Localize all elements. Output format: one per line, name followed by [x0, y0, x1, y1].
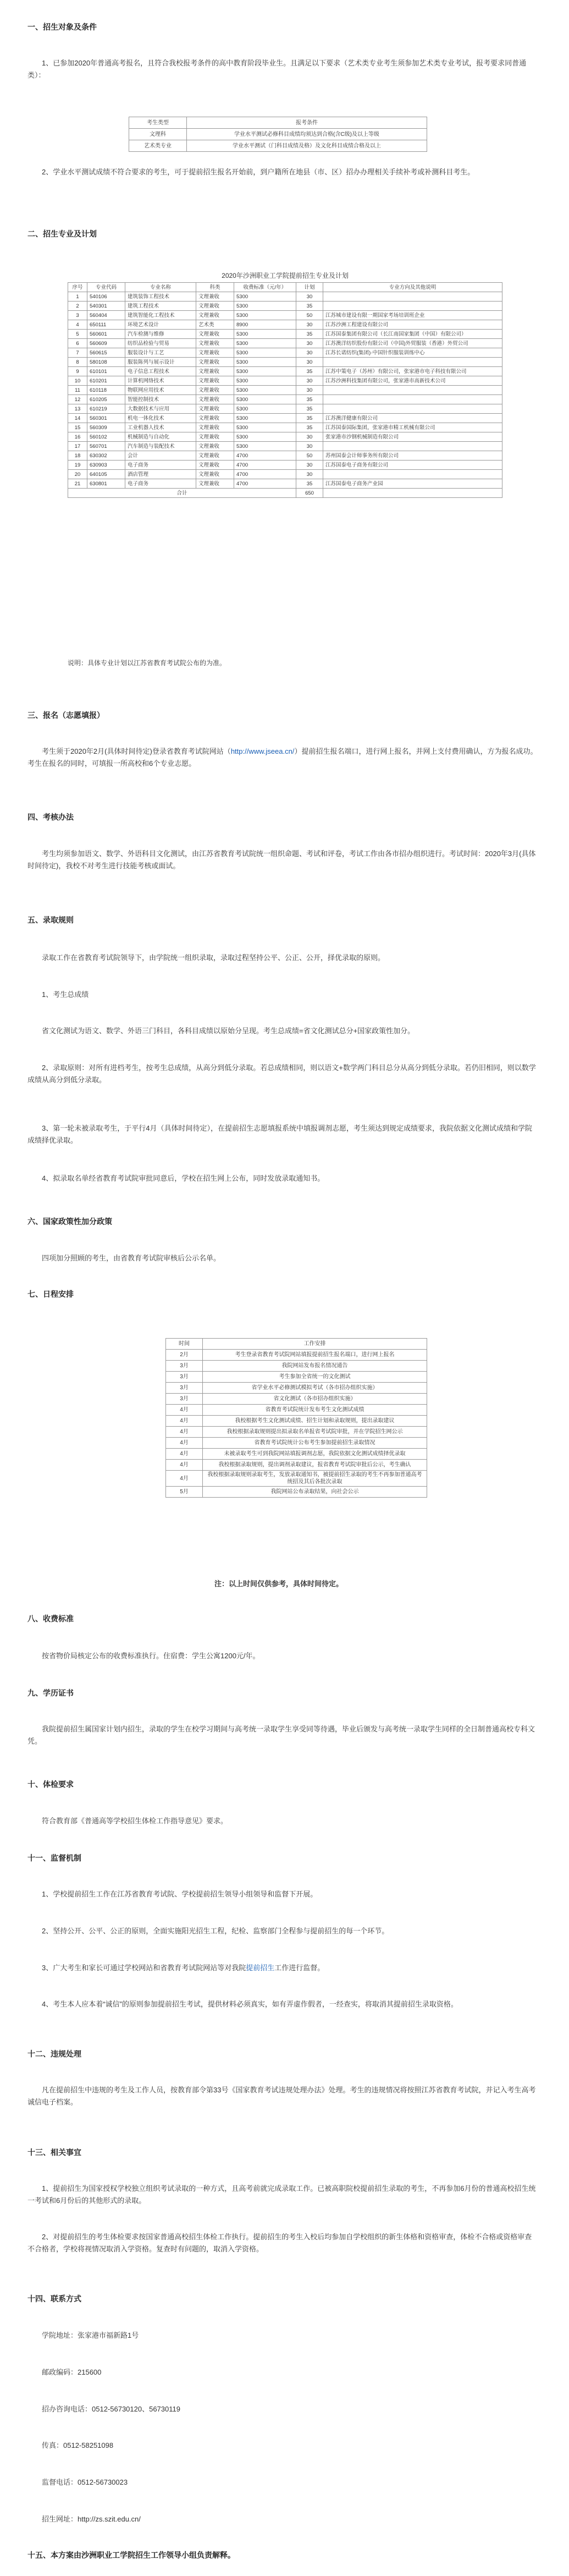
plan-table-row	[68, 292, 502, 302]
plan-cell: 酒店管理	[125, 470, 196, 479]
plan-cell: 35	[296, 404, 323, 414]
plan-cell: 50	[296, 451, 323, 461]
schedule-row	[166, 1361, 427, 1372]
contact-supervision-phone: 监督电话：0512-56730023	[42, 2478, 128, 2486]
plan-cell: 文理兼收	[196, 330, 234, 339]
plan-table-row	[68, 376, 502, 386]
plan-cell: 580108	[87, 358, 125, 367]
plan-cell: 建筑工程技术	[125, 302, 196, 311]
plan-cell: 文理兼收	[196, 395, 234, 404]
plan-cell: 640105	[87, 470, 125, 479]
section-heading-11: 十一、监督机制	[27, 1854, 81, 1862]
schedule-row	[166, 1350, 427, 1361]
section-heading-2: 二、招生专业及计划	[27, 229, 97, 238]
plan-cell: 文理兼收	[196, 432, 234, 442]
plan-cell: 4700	[234, 451, 296, 461]
schedule-time-cell: 5月	[166, 1487, 203, 1498]
plan-table-row	[68, 451, 502, 461]
plan-table	[68, 282, 502, 498]
schedule-row	[166, 1383, 427, 1394]
schedule-row	[166, 1487, 427, 1498]
plan-cell: 张家港市沙钢机械制造有限公司	[323, 432, 502, 442]
plan-cell: 610118	[87, 386, 125, 395]
plan-cell: 30	[296, 470, 323, 479]
plan-cell: 5	[68, 330, 87, 339]
plan-cell: 文理兼收	[196, 386, 234, 395]
plan-cell: 5300	[234, 302, 296, 311]
plan-cell: 540301	[87, 302, 125, 311]
plan-cell: 江苏澳洋纺织股份有限公司（中国)外贸服装（香港）外贸公司	[323, 339, 502, 348]
plan-cell: 文理兼收	[196, 339, 234, 348]
plan-cell: 4700	[234, 461, 296, 470]
plan-cell: 江苏国泰电子商务产业园	[323, 479, 502, 489]
plan-cell	[323, 302, 502, 311]
schedule-row	[166, 1405, 427, 1416]
plan-cell	[323, 404, 502, 414]
section-heading-5: 五、录取规则	[27, 916, 74, 924]
plan-header-cell: 计划	[296, 283, 323, 292]
plan-cell: 汽车制造与装配技术	[125, 442, 196, 451]
plan-cell: 3	[68, 311, 87, 320]
section-heading-8: 八、收费标准	[27, 1614, 74, 1623]
sec5-paragraph-0: 录取工作在省教育考试院领导下，由学院统一组织录取，录取过程坚持公平、公正、公开，择优录取的原则。	[42, 953, 385, 962]
plan-cell: 30	[296, 320, 323, 330]
sec1-paragraph-2: 2、学业水平测试成绩不符合要求的考生，可于提前招生报名开始前，到户籍所在地县（市、区）招办办理相关手续补考或补测科目考生。	[42, 168, 475, 176]
plan-cell: 4	[68, 320, 87, 330]
plan-table-row	[68, 404, 502, 414]
plan-cell: 4700	[234, 470, 296, 479]
schedule-task-cell: 省文化测试（各市招办组织实施）	[203, 1394, 427, 1405]
plan-header-cell: 专业方向及其他说明	[323, 283, 502, 292]
plan-cell: 11	[68, 386, 87, 395]
plan-cell: 环境艺术设计	[125, 320, 196, 330]
plan-cell: 机电一体化技术	[125, 414, 196, 423]
plan-cell: 30	[296, 461, 323, 470]
plan-cell: 560701	[87, 442, 125, 451]
plan-cell: 17	[68, 442, 87, 451]
requirement-table-header: 报考条件	[187, 117, 427, 129]
plan-table-row	[68, 348, 502, 358]
plan-cell: 5300	[234, 423, 296, 432]
plan-cell: 智能控制技术	[125, 395, 196, 404]
plan-cell: 8	[68, 358, 87, 367]
sec5-paragraph-2: 省文化测试为语文、数学、外语三门科目，各科目成绩以原始分呈现。考生总成绩=省文化测试总分+国家政策性加分。	[42, 1027, 415, 1035]
plan-cell: 机械制造与自动化	[125, 432, 196, 442]
schedule-time-cell: 4月	[166, 1427, 203, 1438]
plan-cell: 江苏国泰国际集团，张家港市精工机械有限公司	[323, 423, 502, 432]
plan-cell: 15	[68, 423, 87, 432]
sec4-paragraph: 考生均须参加语文、数学、外语科目文化测试，由江苏省教育考试院统一组织命题、考试和评卷，考试工作由各市招办组织进行。考试时间：2020年3月(具体时间待定)，我校不对考生进行技能考核或面试。	[27, 849, 536, 870]
plan-cell: 建筑智能化工程技术	[125, 311, 196, 320]
sec9-paragraph: 我院提前招生属国家计划内招生，录取的学生在校学习期间与高考统一录取学生享受同等待遇，毕业后颁发与高考统一录取学生同样的全日制普通高校专科文凭。	[27, 1725, 535, 1745]
plan-cell: 610101	[87, 367, 125, 376]
sec5-paragraph-1: 1、考生总成绩	[42, 990, 89, 999]
sec11-text-b: 工作进行监督。	[274, 1964, 325, 1972]
requirement-cell: 学业水平测试（门科目成绩及格）及文化科目成绩合格及以上	[187, 140, 427, 152]
plan-cell: 江苏国泰集团有限公司（长江南国家集团（中国）有限公司）	[323, 330, 502, 339]
exam-authority-link[interactable]: http://www.jseea.cn/	[230, 747, 295, 755]
plan-cell: 35	[296, 330, 323, 339]
plan-cell: 50	[296, 311, 323, 320]
contact-postcode: 邮政编码：215600	[42, 2368, 102, 2376]
contact-address: 学院地址：张家港市福新路1号	[42, 2331, 139, 2339]
plan-cell: 5300	[234, 367, 296, 376]
plan-cell: 560609	[87, 339, 125, 348]
plan-cell: 电子商务	[125, 479, 196, 489]
plan-cell: 5300	[234, 292, 296, 302]
plan-cell: 30	[296, 358, 323, 367]
section-heading-13: 十三、相关事宜	[27, 2148, 81, 2157]
schedule-time-cell: 4月	[166, 1438, 203, 1449]
plan-cell: 文理兼收	[196, 348, 234, 358]
plan-cell: 30	[296, 339, 323, 348]
plan-cell: 19	[68, 461, 87, 470]
plan-cell: 5300	[234, 386, 296, 395]
plan-cell: 630302	[87, 451, 125, 461]
sec3-text-a: 考生须于2020年2月(具体时间待定)登录省教育考试院网站（	[42, 747, 231, 755]
plan-cell: 6	[68, 339, 87, 348]
schedule-time-cell: 3月	[166, 1372, 203, 1383]
schedule-time-cell: 3月	[166, 1361, 203, 1372]
plan-cell: 纺织品检验与贸易	[125, 339, 196, 348]
section-heading-12: 十二、违规处理	[27, 2049, 81, 2058]
plan-cell: 大数据技术与应用	[125, 404, 196, 414]
plan-table-row	[68, 442, 502, 451]
plan-cell: 文理兼收	[196, 404, 234, 414]
schedule-row	[166, 1449, 427, 1460]
requirement-table	[129, 117, 427, 152]
sec5-paragraph-5: 4、拟录取名单经省教育考试院审批同意后，学校在招生网上公布，同时发放录取通知书。	[42, 1174, 325, 1182]
plan-header-cell: 科类	[196, 283, 234, 292]
plan-cell: 560615	[87, 348, 125, 358]
plan-cell: 16	[68, 432, 87, 442]
plan-cell: 文理兼收	[196, 376, 234, 386]
schedule-task-cell: 省学业水平必修测试模拟考试（各市招办组织实施）	[203, 1383, 427, 1394]
plan-cell: 文理兼收	[196, 292, 234, 302]
schedule-header-cell: 工作安排	[203, 1339, 427, 1350]
plan-cell: 电子信息工程技术	[125, 367, 196, 376]
plan-cell: 1	[68, 292, 87, 302]
plan-total-value: 650	[296, 489, 323, 498]
plan-cell: 18	[68, 451, 87, 461]
plan-cell: 建筑装饰工程技术	[125, 292, 196, 302]
plan-cell: 文理兼收	[196, 358, 234, 367]
plan-cell: 江苏中策电子（苏州）有限公司，张家港市电子科技有限公司	[323, 367, 502, 376]
plan-cell: 12	[68, 395, 87, 404]
plan-cell: 苏州国泰会计师事务所有限公司	[323, 451, 502, 461]
plan-cell: 服装设计与工艺	[125, 348, 196, 358]
schedule-row	[166, 1427, 427, 1438]
plan-cell: 5300	[234, 348, 296, 358]
schedule-row	[166, 1394, 427, 1405]
plan-cell: 35	[296, 414, 323, 423]
plan-cell: 5300	[234, 339, 296, 348]
plan-table-row	[68, 470, 502, 479]
plan-cell: 5300	[234, 432, 296, 442]
plan-cell: 江苏沙洲工程建设有限公司	[323, 320, 502, 330]
plan-cell: 560102	[87, 432, 125, 442]
plan-cell: 560309	[87, 423, 125, 432]
plan-cell: 汽车检测与维修	[125, 330, 196, 339]
plan-cell: 610219	[87, 404, 125, 414]
plan-table-row	[68, 386, 502, 395]
section-heading-3: 三、报名（志愿填报）	[27, 711, 104, 720]
plan-cell: 30	[296, 386, 323, 395]
section-heading-1: 一、招生对象及条件	[27, 23, 97, 31]
schedule-row	[166, 1460, 427, 1471]
plan-cell: 5300	[234, 330, 296, 339]
requirement-cell: 文理科	[129, 129, 187, 140]
sec3-text-b: ）提前招生报名端口，进行网上报名，并网上支付费用确认，方为报名成功。考生在报名的同时，可填报一所高校和6个专业志愿。	[27, 747, 538, 768]
schedule-time-cell: 4月	[166, 1449, 203, 1460]
requirement-table-header: 考生类型	[129, 117, 187, 129]
plan-cell: 35	[296, 423, 323, 432]
plan-cell: 35	[296, 302, 323, 311]
plan-cell: 35	[296, 479, 323, 489]
plan-cell: 文理兼收	[196, 479, 234, 489]
requirement-cell: 学业水平测试必修科目成绩均须达到合格(含C级)及以上等级	[187, 129, 427, 140]
plan-cell	[323, 395, 502, 404]
plan-cell: 14	[68, 414, 87, 423]
schedule-task-cell: 考生登录省教育考试院网站填报提前招生报名端口，进行网上报名	[203, 1350, 427, 1361]
plan-cell: 9	[68, 367, 87, 376]
plan-table-row	[68, 414, 502, 423]
sec11-text-a: 3、广大考生和家长可通过学校网站和省教育考试院网站等对我院	[42, 1964, 246, 1972]
sec6-paragraph: 四项加分照顾的考生，由省教育考试院审核后公示名单。	[42, 1254, 221, 1262]
sec12-paragraph: 凡在提前招生中违规的考生及工作人员，按教育部令第33号《国家教育考试违规处理办法》处理。考生的违规情况将按照江苏省教育考试院，并记入考生高考诚信电子档案。	[27, 2086, 536, 2106]
plan-cell: 630801	[87, 479, 125, 489]
plan-cell: 会计	[125, 451, 196, 461]
plan-cell: 文理兼收	[196, 451, 234, 461]
plan-cell: 文理兼收	[196, 311, 234, 320]
plan-header-cell: 序号	[68, 283, 87, 292]
plan-cell: 服装陈列与展示设计	[125, 358, 196, 367]
schedule-task-cell: 省教育考试院统计发布考生文化测试成绩	[203, 1405, 427, 1416]
sec11-paragraph-2: 2、坚持公开、公平、公正的原则，全面实施阳光招生工程，纪检、监察部门全程参与提前招生的每一个环节。	[42, 1927, 389, 1935]
schedule-row	[166, 1471, 427, 1487]
plan-cell: 30	[296, 348, 323, 358]
plan-cell: 江苏城市建设有限一期国家考场培训班企业	[323, 311, 502, 320]
plan-table-row	[68, 461, 502, 470]
plan-cell: 计算机网络技术	[125, 376, 196, 386]
schedule-table	[165, 1338, 427, 1498]
plan-cell: 文理兼收	[196, 442, 234, 451]
sec11-paragraph-4: 4、考生本人应本着“诚信”的原则参加提前招生考试，提供材料必须真实，如有弄虚作假者，一经查实，将取消其提前招生录取资格。	[42, 2000, 458, 2008]
plan-table-row	[68, 358, 502, 367]
sec10-paragraph: 符合教育部《普通高等学校招生体检工作指导意见》要求。	[42, 1817, 228, 1825]
sec13-paragraph-2: 2、对提前招生的考生体检要求按国家普通高校招生体检工作执行。提前招生的考生入校后均参加自学校组织的新生体格和资格审查，体检不合格或资格审查不合格者，学校将视情况取消入学资格。复查时有问题的，取消入学资格。	[27, 2233, 532, 2253]
plan-total-note	[323, 489, 502, 498]
plan-cell	[323, 386, 502, 395]
schedule-row	[166, 1372, 427, 1383]
section-heading-7: 七、日程安排	[27, 1290, 74, 1298]
plan-table-row	[68, 432, 502, 442]
plan-cell: 610205	[87, 395, 125, 404]
plan-table-row	[68, 320, 502, 330]
plan-cell	[323, 358, 502, 367]
plan-cell: 5300	[234, 376, 296, 386]
plan-cell: 5300	[234, 404, 296, 414]
plan-header-cell: 专业代码	[87, 283, 125, 292]
section-heading-9: 九、学历证书	[27, 1689, 74, 1697]
schedule-time-cell: 4月	[166, 1471, 203, 1487]
plan-cell: 560301	[87, 414, 125, 423]
plan-note: 说明：具体专业计划以江苏省教育考试院公布的为准。	[68, 659, 227, 667]
plan-cell: 630903	[87, 461, 125, 470]
schedule-task-cell: 我院网站发布报名情况通告	[203, 1361, 427, 1372]
plan-cell: 文理兼收	[196, 423, 234, 432]
schedule-task-cell: 省教育考试院统计公布考生参加提前招生录取情况	[203, 1438, 427, 1449]
schedule-task-cell: 我校根据录取规则，提出调剂录取建议，报省教育考试院审批后公示，考生确认	[203, 1460, 427, 1471]
plan-cell: 560404	[87, 311, 125, 320]
plan-table-row	[68, 311, 502, 320]
schedule-row	[166, 1438, 427, 1449]
sec11-paragraph-3	[27, 1962, 539, 1974]
plan-table-row	[68, 330, 502, 339]
section-heading-6: 六、国家政策性加分政策	[27, 1217, 112, 1226]
sec5-paragraph-3: 2、录取原则：对所有进档考生，按考生总成绩，从高分到低分录取。若总成绩相同，则以语文+数学两门科目总分从高分到低分录取。若仍旧相同，则以数学成绩从高分到低分录取。	[27, 1064, 536, 1084]
plan-cell: 610201	[87, 376, 125, 386]
plan-cell: 35	[296, 395, 323, 404]
sec11-paragraph-1: 1、学校提前招生工作在江苏省教育考试院、学校提前招生领导小组领导和监督下开展。	[42, 1890, 318, 1898]
schedule-task-cell: 我校根据考生文化测试成绩、招生计划和录取规则，提出录取建议	[203, 1416, 427, 1427]
plan-cell: 35	[296, 367, 323, 376]
sec3-paragraph	[27, 746, 539, 770]
plan-cell: 30	[296, 292, 323, 302]
section-heading-10: 十、体检要求	[27, 1780, 74, 1789]
section-heading-14: 十四、联系方式	[27, 2294, 81, 2303]
section-heading-15: 十五、本方案由沙洲职业工学院招生工作领导小组负责解释。	[27, 2551, 235, 2559]
plan-table-row	[68, 367, 502, 376]
plan-cell: 2	[68, 302, 87, 311]
schedule-task-cell: 未被录取考生可到我院网站填报调剂志愿，我院依据文化测试成绩择优录取	[203, 1449, 427, 1460]
schedule-time-cell: 4月	[166, 1405, 203, 1416]
plan-cell: 30	[296, 376, 323, 386]
plan-table-title: 2020年沙洲职业工学院提前招生专业及计划	[222, 272, 349, 279]
sec5-paragraph-4: 3、第一轮未被录取考生，于平行4月（具体时间待定），在提前招生志愿填报系统中填报调剂志愿，考生须达到规定成绩要求，我院依据文化测试成绩和学院成绩择优录取。	[27, 1124, 532, 1144]
plan-table-row	[68, 479, 502, 489]
schedule-time-cell: 3月	[166, 1394, 203, 1405]
plan-cell: 电子商务	[125, 461, 196, 470]
plan-cell: 4700	[234, 479, 296, 489]
plan-cell: 5300	[234, 414, 296, 423]
plan-cell: 7	[68, 348, 87, 358]
sec8-paragraph: 按省物价局核定公布的收费标准执行。住宿费：学生公寓1200元/年。	[42, 1652, 260, 1660]
plan-cell: 5300	[234, 358, 296, 367]
plan-table-row	[68, 302, 502, 311]
schedule-row	[166, 1416, 427, 1427]
schedule-task-cell: 我校根据录取规则录取考生，发放录取通知书，被提前招生录取的考生不再参加普通高考统招及其后各批次录取	[203, 1471, 427, 1487]
plan-cell: 21	[68, 479, 87, 489]
plan-cell: 艺术类	[196, 320, 234, 330]
sec1-paragraph-1: 1、已参加2020年普通高考报名，且符合我校报考条件的高中教育阶段毕业生。且满足以下要求（艺术类专业考生须参加艺术类专业考试，报考要求同普通类）：	[27, 59, 527, 79]
plan-table-header-row	[68, 283, 502, 292]
plan-cell: 8900	[234, 320, 296, 330]
schedule-note: 注：以上时间仅供参考，具体时间待定。	[214, 1580, 344, 1588]
schedule-time-cell: 3月	[166, 1383, 203, 1394]
plan-table-row	[68, 395, 502, 404]
plan-total-label: 合计	[68, 489, 296, 498]
plan-cell: 文理兼收	[196, 414, 234, 423]
plan-cell: 10	[68, 376, 87, 386]
plan-header-cell: 专业名称	[125, 283, 196, 292]
plan-table-total-row	[68, 489, 502, 498]
plan-header-cell: 收费标准（元/年）	[234, 283, 296, 292]
contact-phone: 招办咨询电话：0512-56730120、56730119	[42, 2405, 180, 2413]
schedule-header-cell: 时间	[166, 1339, 203, 1350]
plan-cell: 江苏澳洋健康有限公司	[323, 414, 502, 423]
plan-cell: 20	[68, 470, 87, 479]
plan-cell: 工业机器人技术	[125, 423, 196, 432]
plan-cell: 30	[296, 432, 323, 442]
plan-cell	[323, 470, 502, 479]
enrollment-plan	[68, 271, 502, 498]
schedule-task-cell: 考生参加全省统一的文化测试	[203, 1372, 427, 1383]
plan-cell: 物联网应用技术	[125, 386, 196, 395]
plan-cell: 5300	[234, 395, 296, 404]
contact-fax: 传真：0512-58251098	[42, 2441, 114, 2449]
plan-cell: 30	[296, 442, 323, 451]
plan-table-row	[68, 339, 502, 348]
plan-cell: 540106	[87, 292, 125, 302]
schedule-time-cell: 2月	[166, 1350, 203, 1361]
plan-cell: 江苏长诺纺织(集团)·中国针织服装训练中心	[323, 348, 502, 358]
plan-cell: 江苏沙洲科技集团有限公司，张家港市高新技术公司	[323, 376, 502, 386]
plan-cell: 13	[68, 404, 87, 414]
plan-cell	[323, 442, 502, 451]
plan-cell: 江苏国泰电子商务有限公司	[323, 461, 502, 470]
schedule-task-cell: 我校根据录取规则提出拟录取名单报省考试院审批，并在学院招生网公示	[203, 1427, 427, 1438]
schedule-header-row	[166, 1339, 427, 1350]
plan-table-row	[68, 423, 502, 432]
plan-cell: 560601	[87, 330, 125, 339]
plan-cell: 文理兼收	[196, 461, 234, 470]
plan-cell	[323, 292, 502, 302]
schedule-task-cell: 我院网站公布录取结果，向社会公示	[203, 1487, 427, 1498]
plan-cell: 文理兼收	[196, 470, 234, 479]
plan-cell: 650111	[87, 320, 125, 330]
schedule-time-cell: 4月	[166, 1416, 203, 1427]
requirement-cell: 艺术类专业	[129, 140, 187, 152]
early-admission-link[interactable]: 提前招生	[246, 1964, 275, 1972]
schedule-time-cell: 4月	[166, 1460, 203, 1471]
plan-cell: 文理兼收	[196, 367, 234, 376]
plan-cell: 5300	[234, 442, 296, 451]
contact-website[interactable]: 招生网址：http://zs.szit.edu.cn/	[42, 2515, 141, 2523]
plan-cell: 文理兼收	[196, 302, 234, 311]
sec13-paragraph-1: 1、提前招生为国家授权学校独立组织考试录取的一种方式，且高考前就完成录取工作。已被高职院校提前招生录取的考生，不再参加6月份的普通高校招生统一考试和6月份后的其他形式的录取。	[27, 2184, 536, 2205]
section-heading-4: 四、考核办法	[27, 813, 74, 821]
plan-cell: 5300	[234, 311, 296, 320]
